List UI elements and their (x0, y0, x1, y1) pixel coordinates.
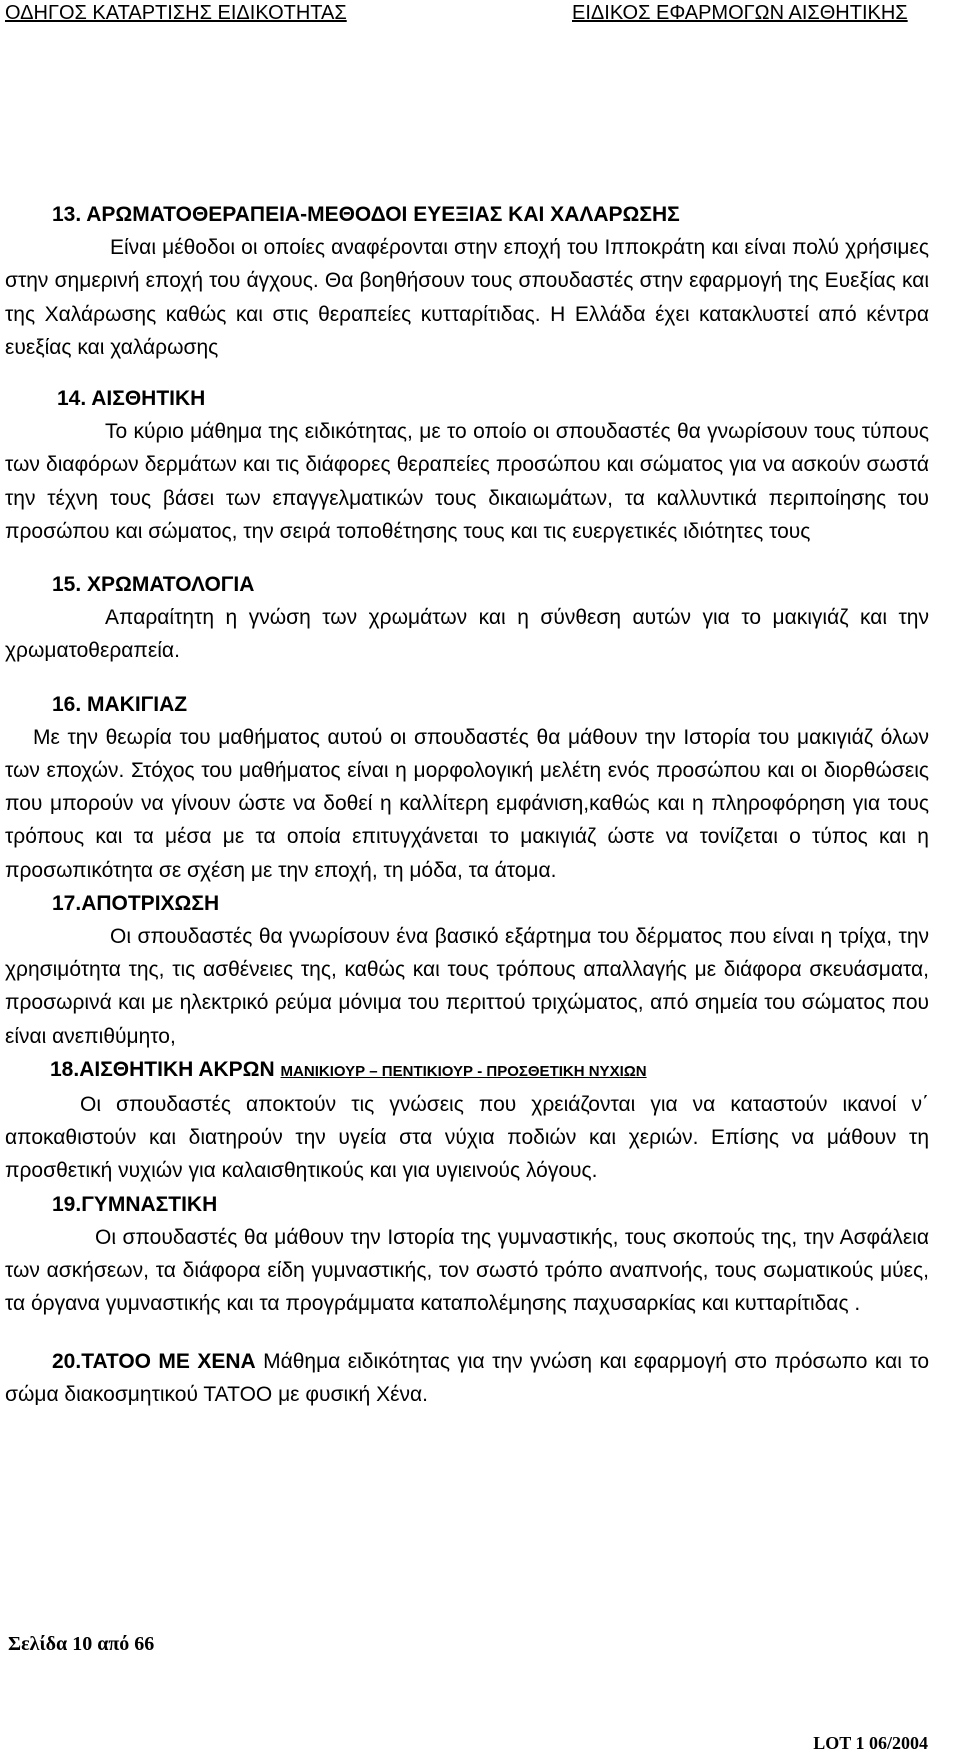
header-left-title: ΟΔΗΓΟΣ ΚΑΤΑΡΤΙΣΗΣ ΕΙΔΙΚΟΤΗΤΑΣ (5, 2, 347, 24)
document-code: LOT 1 06/2004 (813, 1733, 928, 1753)
section-20-text: Μάθημα ειδικότητας για την γνώση και εφαρμογή στο πρόσωπο και το σώμα διακοσμητικού ΤΑΤΟΟ με φυσική Χένα. (5, 1349, 929, 1406)
section-16 (5, 688, 929, 887)
section-19 (5, 1188, 929, 1321)
header-right-title: ΕΙΔΙΚΟΣ ΕΦΑΡΜΟΓΩΝ ΑΙΣΘΗΤΙΚΗΣ (572, 2, 908, 24)
section-18 (5, 1053, 929, 1188)
section-19-title: 19.ΓΥΜΝΑΣΤΙΚΗ (52, 1192, 218, 1216)
section-20-title: 20.ΤΑΤΟΟ ΜΕ ΧΕΝΑ (52, 1349, 256, 1373)
section-13-title: 13. ΑΡΩΜΑΤΟΘΕΡΑΠΕΙΑ-ΜΕΘΟΔΟΙ ΕΥΕΞΙΑΣ ΚΑΙ ΧΑΛΑΡΩΣΗΣ (52, 203, 680, 226)
page-number: Σελίδα 10 από 66 (8, 1633, 155, 1655)
section-18-text: Οι σπουδαστές αποκτούν τις γνώσεις που χρειάζονται για να καταστούν ικανοί ν΄ αποκαθιστούν και διατηρούν την υγεία στα νύχια ποδιών και χεριών. Επίσης να μάθουν τη προσθετική νυχιών για καλαισθητικούς και για υγιεινούς λόγους. (5, 1093, 929, 1183)
section-14 (5, 382, 929, 548)
section-18-title: 18.ΑΙΣΘΗΤΙΚΗ ΑΚΡΩΝ (50, 1057, 275, 1081)
section-14-title: 14. ΑΙΣΘΗΤΙΚΗ (57, 387, 206, 411)
section-15 (5, 568, 929, 668)
section-17-title: 17.ΑΠΟΤΡΙΧΩΣΗ (52, 891, 220, 915)
document-body (5, 198, 929, 1411)
section-13-text: Είναι μέθοδοι οι οποίες αναφέρονται στην εποχή του Ιπποκράτη και είναι πολύ χρήσιμες στην σημερινή εποχή του άγχους. Θα βοηθήσουν τους σπουδαστές στην εφαρμογή της Ευεξίας και της Χαλάρωσης καθώς και στις θεραπείες κυτταρίτιδας. Η Ελλάδα έχει κατακλυστεί από κέντρα ευεξίας και χαλάρωσης (5, 236, 929, 359)
section-16-title: 16. ΜΑΚΙΓΙΑΖ (52, 692, 188, 716)
section-18-subtitle: ΜΑΝΙΚΙΟΥΡ – ΠΕΝΤΙΚΙΟΥΡ - ΠΡΟΣΘΕΤΙΚΗ ΝΥΧΙΩΝ (280, 1062, 647, 1080)
section-16-text: Με την θεωρία του μαθήματος αυτού οι σπουδαστές θα μάθουν την Ιστορία του μακιγιάζ όλων των εποχών. Στόχος του μαθήματος είναι η μορφολογική μελέτη ενός προσώπου και οι διορθώσεις που μπορούν να γίνουν ώστε να δοθεί η καλλίτερη εμφάνιση,καθώς και η πληροφόρηση για τους τρόπους και τα μέσα με τα οποία επιτυγχάνεται το μακιγιάζ ώστε να τονίζεται ο τύπος και η προσωπικότητα σε σχέση με την εποχή, τη μόδα, τα άτομα. (5, 725, 929, 882)
section-17 (5, 887, 929, 1053)
section-15-title: 15. ΧΡΩΜΑΤΟΛΟΓΙΑ (52, 573, 255, 597)
section-17-text: Οι σπουδαστές θα γνωρίσουν ένα βασικό εξάρτημα του δέρματος που είναι η τρίχα, την χρησιμότητα της, τις ασθένειες της, καθώς και τους τρόπους απαλλαγής με διάφορα σκευάσματα, προσωρινά και με ηλεκτρικό ρεύμα μόνιμα του περιττού τριχώματος, από σημεία του σώματος που είναι ανεπιθύμητο, (5, 925, 929, 1048)
section-20 (5, 1345, 929, 1411)
section-13 (5, 198, 929, 364)
section-14-text: Το κύριο μάθημα της ειδικότητας, με το οποίο οι σπουδαστές θα γνωρίσουν τους τύπους των διαφόρων δερμάτων και τις διάφορες θεραπείες προσώπου και σώματος για να ασκούν σωστά την τέχνη τους βάσει των επαγγελματικών τους δικαιωμάτων, τα καλλυντικά περιποίησης του προσώπου και σώματος, την σειρά τοποθέτησης τους και τις ευεργετικές ιδιότητες τους (5, 420, 929, 543)
page-header (0, 0, 960, 40)
section-15-text: Απαραίτητη η γνώση των χρωμάτων και η σύνθεση αυτών για το μακιγιάζ και την χρωματοθεραπεία. (5, 606, 929, 663)
section-19-text: Οι σπουδαστές θα μάθουν την Ιστορία της γυμναστικής, τους σκοπούς της, την Ασφάλεια των ασκήσεων, τα διάφορα είδη γυμναστικής, τον σωστό τρόπο αναπνοής, τους σωματικούς μύες, τα όργανα γυμναστικής και τα προγράμματα καταπολέμησης παχυσαρκίας και κυτταρίτιδας . (5, 1225, 929, 1316)
